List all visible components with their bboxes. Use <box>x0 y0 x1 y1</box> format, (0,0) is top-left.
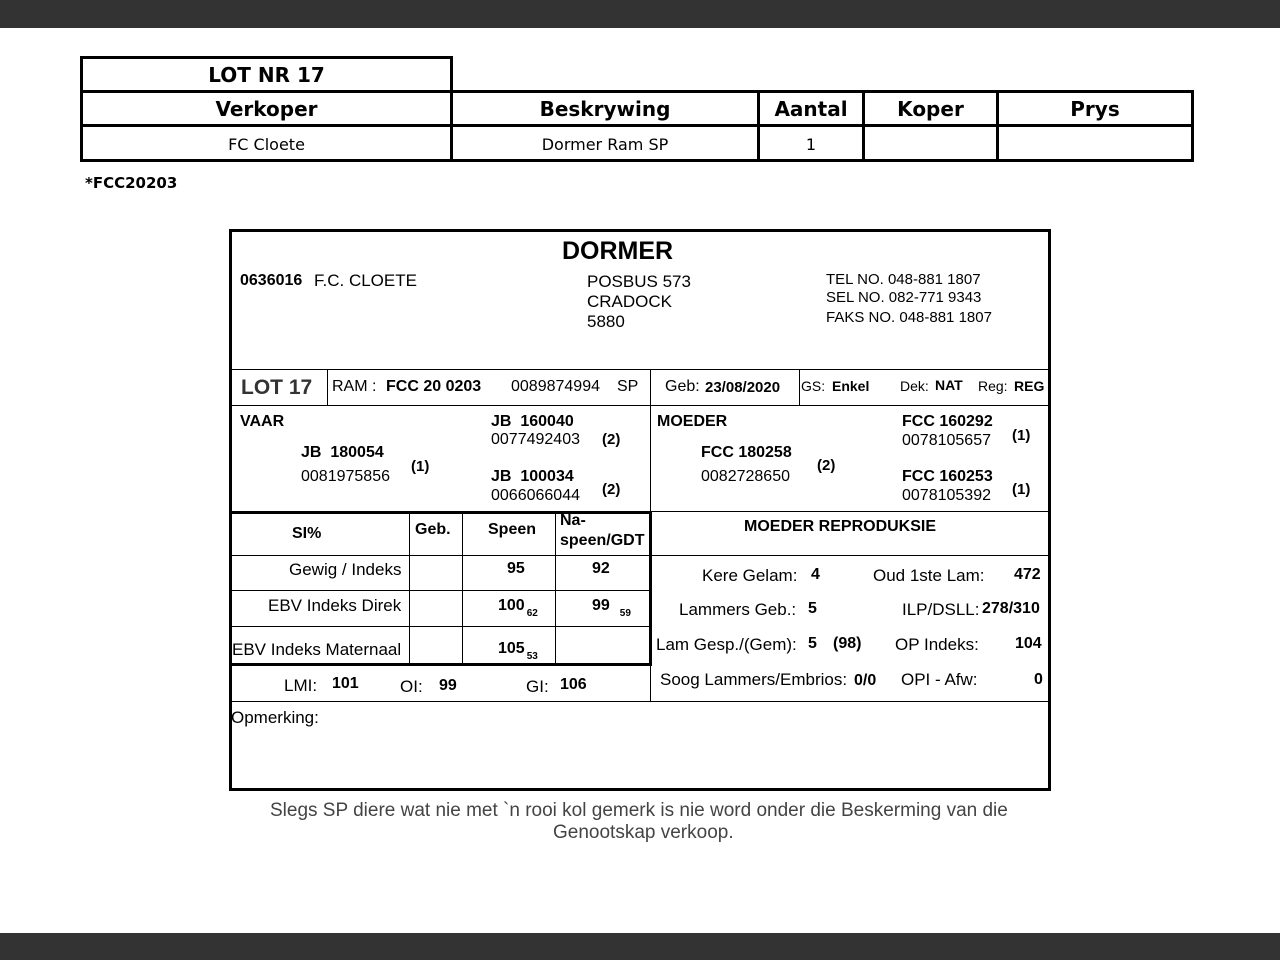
breeder-code: 0636016 <box>240 272 303 289</box>
repro-title: MOEDER REPRODUKSIE <box>744 518 937 535</box>
oud-value: 472 <box>1014 566 1041 583</box>
contact-sel: SEL NO. 082-771 9343 <box>826 289 982 306</box>
lmi-label: LMI: <box>284 676 318 695</box>
naspeen-header-2: speen/GDT <box>560 532 645 549</box>
si-row-label: Gewig / Indeks <box>289 560 402 579</box>
vaar-label: VAAR <box>240 413 285 430</box>
moeder-label: MOEDER <box>657 413 728 430</box>
sire-dam-reg: 0066066044 <box>491 487 580 504</box>
gs-label: GS: <box>801 378 826 394</box>
col-koper: Koper <box>897 96 964 121</box>
si-header: SI% <box>292 525 322 542</box>
soog-value: 0/0 <box>854 672 877 689</box>
oi-value: 99 <box>439 677 457 694</box>
dam-mark: (2) <box>817 457 836 474</box>
oud-label: Oud 1ste Lam: <box>873 566 985 585</box>
kere-label: Kere Gelam: <box>702 566 798 585</box>
gem-value: (98) <box>833 635 862 652</box>
dam-sire-mark: (1) <box>1012 427 1031 444</box>
si-row-speen-sub: 53 <box>526 651 538 662</box>
gesp-value: 5 <box>808 635 817 652</box>
col-verkoper: Verkoper <box>215 96 318 121</box>
cell-aantal: 1 <box>805 135 817 154</box>
oi-label: OI: <box>400 677 423 696</box>
si-row-na: 99 $_{59}$ <box>592 597 631 619</box>
speen-header: Speen <box>488 521 537 538</box>
sire-reg: 0081975856 <box>301 468 390 485</box>
si-row-na: 92 <box>592 560 610 577</box>
col-aantal: Aantal <box>774 96 848 121</box>
sire-dam-id: JB 100034 <box>491 468 574 485</box>
opi-label: OPI - Afw: <box>901 670 978 689</box>
geb-date: 23/08/2020 <box>705 379 781 396</box>
cell-beskrywing: Dormer Ram SP <box>541 135 669 154</box>
op-value: 104 <box>1015 635 1042 652</box>
op-label: OP Indeks: <box>895 635 979 654</box>
ram-class: SP <box>617 378 639 395</box>
naspeen-header-1: Na- <box>560 512 586 529</box>
address-line-1: POSBUS 573 <box>587 272 691 291</box>
dam-dam-mark: (1) <box>1012 481 1031 498</box>
si-row-speen: 105 $_{53}$ <box>498 640 538 662</box>
ilp-value: 278/310 <box>982 600 1040 617</box>
contact-faks: FAKS NO. 048-881 1807 <box>826 309 992 326</box>
ram-id: FCC 20 0203 <box>386 378 482 395</box>
si-row-na-sub: 59 <box>619 608 631 619</box>
sire-sire-id: JB 160040 <box>491 413 574 430</box>
opi-value: 0 <box>1034 671 1043 688</box>
address-line-2: CRADOCK <box>587 292 673 311</box>
gesp-label: Lam Gesp./(Gem): <box>656 635 797 654</box>
si-row-speen: 100 $_{62}$ <box>498 597 538 619</box>
dam-dam-reg: 0078105392 <box>902 487 991 504</box>
bottom-bar <box>0 933 1280 960</box>
dek-value: NAT <box>935 377 963 393</box>
si-row-speen-sub: 62 <box>526 608 538 619</box>
cell-verkoper: FC Cloete <box>228 135 305 154</box>
soog-label: Soog Lammers/Embrios: <box>660 670 848 689</box>
geb-header: Geb. <box>415 521 451 538</box>
si-row-speen: 95 <box>507 560 525 577</box>
footer-line-1: Slegs SP diere wat nie met `n rooi kol gemerk is nie word onder die Beskerming van die <box>270 800 1008 821</box>
ilp-label: ILP/DSLL: <box>902 600 980 619</box>
contact-tel: TEL NO. 048-881 1807 <box>826 271 981 288</box>
reg-label: Reg: <box>978 378 1008 394</box>
dam-id: FCC 180258 <box>701 444 792 461</box>
dek-label: Dek: <box>900 378 929 394</box>
sire-id: JB 180054 <box>301 444 384 461</box>
gs-value: Enkel <box>832 378 870 394</box>
dam-dam-id: FCC 160253 <box>902 468 993 485</box>
ram-reg: 0089874994 <box>511 378 600 395</box>
sire-sire-reg: 0077492403 <box>491 431 580 448</box>
lot-label: LOT 17 <box>241 376 313 399</box>
address-line-3: 5880 <box>587 312 625 331</box>
breeder-name: F.C. CLOETE <box>314 271 417 290</box>
top-bar <box>0 0 1280 28</box>
si-row-label: EBV Indeks Maternaal <box>232 640 402 659</box>
breed-title: DORMER <box>562 237 674 265</box>
sire-sire-mark: (2) <box>602 431 621 448</box>
reg-value: REG <box>1014 378 1045 394</box>
gi-label: GI: <box>526 677 549 696</box>
dam-reg: 0082728650 <box>701 468 790 485</box>
col-beskrywing: Beskrywing <box>539 96 671 121</box>
lot-title: LOT NR 17 <box>208 62 325 87</box>
lammers-label: Lammers Geb.: <box>679 600 797 619</box>
geb-label: Geb: <box>665 378 700 395</box>
cell-prys <box>996 127 1194 162</box>
kere-value: 4 <box>811 566 820 583</box>
ram-label: RAM : <box>332 378 377 395</box>
sire-dam-mark: (2) <box>602 481 621 498</box>
lmi-value: 101 <box>332 675 359 692</box>
lammers-value: 5 <box>808 600 817 617</box>
lot-note: *FCC20203 <box>85 174 178 192</box>
gi-value: 106 <box>560 676 587 693</box>
si-row-label: EBV Indeks Direk <box>268 596 402 615</box>
sire-mark: (1) <box>411 458 430 475</box>
dam-sire-id: FCC 160292 <box>902 413 993 430</box>
cell-koper <box>862 127 999 162</box>
remark-label: Opmerking: <box>231 708 319 727</box>
footer-line-2: Genootskap verkoop. <box>553 822 734 843</box>
col-prys: Prys <box>1070 96 1120 121</box>
dam-sire-reg: 0078105657 <box>902 432 991 449</box>
